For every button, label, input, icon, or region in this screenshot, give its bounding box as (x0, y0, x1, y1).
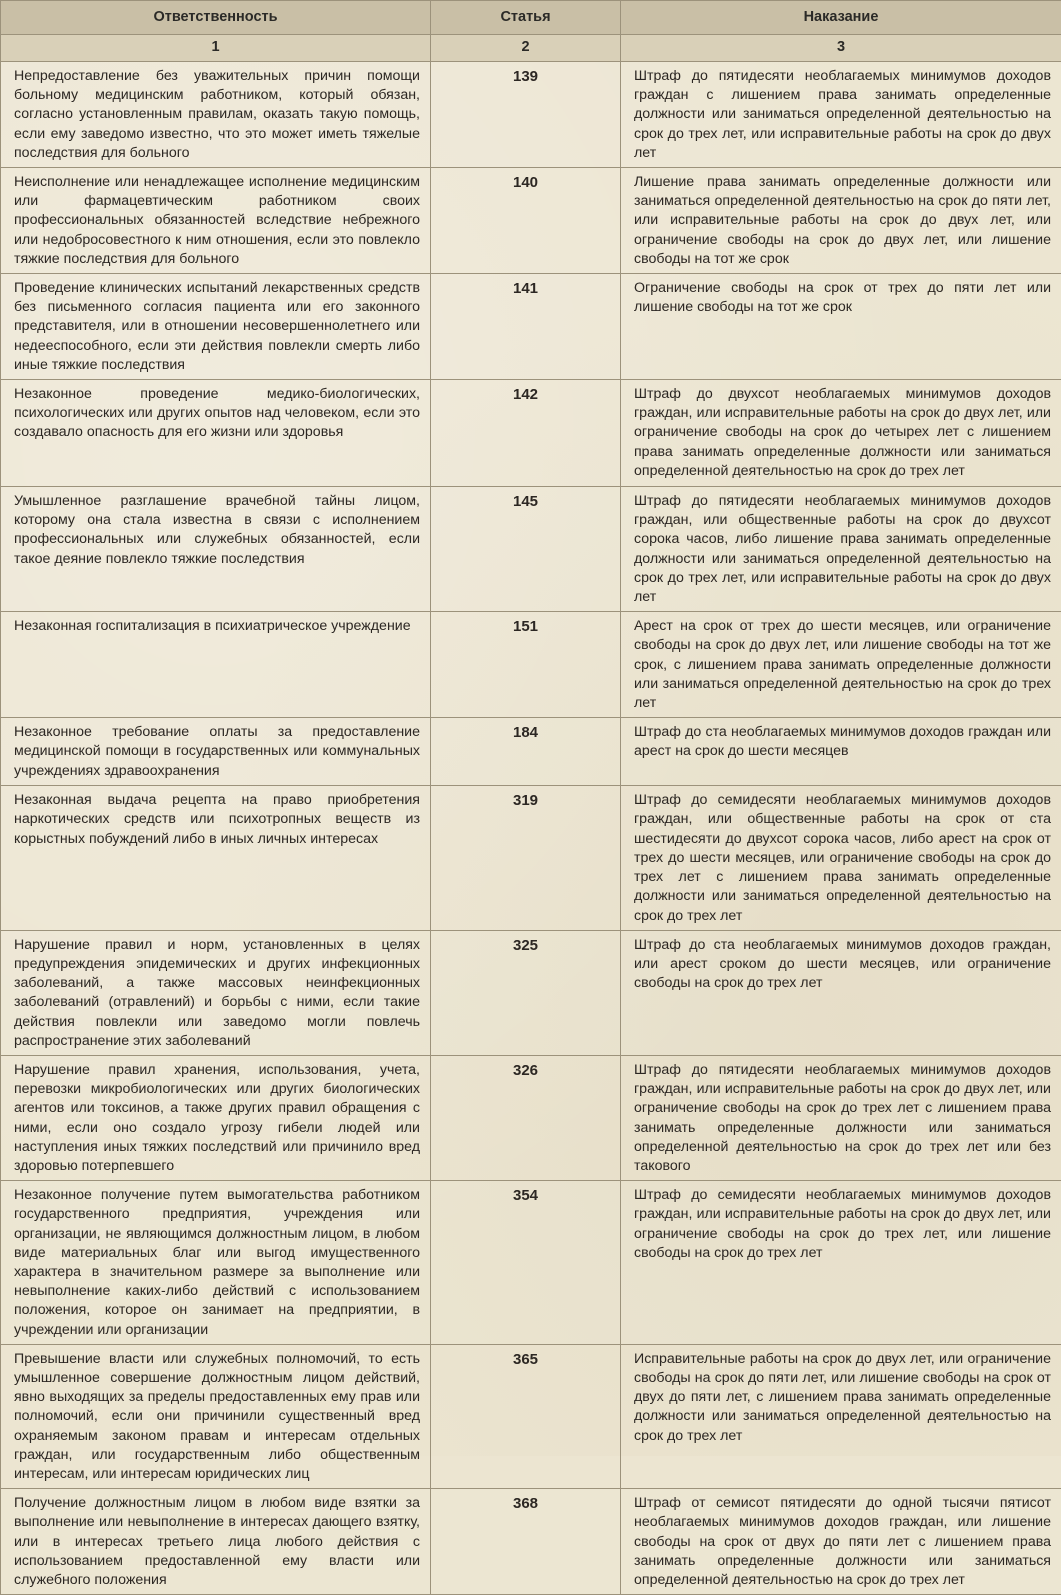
punishment-cell: Штраф от семисот пятидесяти до одной тысячи пятисот необлагаемых минимумов доходов граждан, или лишение свободы на срок от двух до пяти лет с лишением права занимать определенные должности или заниматься определенной деятельностью на срок до трех лет (621, 1489, 1061, 1595)
table-row (1, 380, 1061, 487)
table-row (1, 1055, 1061, 1180)
punishment-cell: Лишение права занимать определенные должности или заниматься определенной деятельностью на срок до пяти лет, или исправительные работы на срок до двух лет, или ограничение свободы на срок до двух лет, или лишение свободы на тот же срок (621, 168, 1061, 274)
column-header-responsibility: Ответственность (1, 1, 431, 35)
header-row (1, 1, 1061, 35)
responsibility-cell: Неисполнение или ненадлежащее исполнение медицинским или фармацевтическим работником своих профессиональных обязанностей вследствие небрежного или недобросовестного к ним отношения, если это повлекло тяжкие последствия для больного (1, 168, 431, 274)
punishment-cell: Штраф до ста необлагаемых минимумов доходов граждан, или арест сроком до шести месяцев, или ограничение свободы на срок до трех лет (621, 930, 1061, 1055)
responsibility-cell: Незаконное получение путем вымогательства работником государственного предприятия, учреждения или организации, не являющимся должностным лицом, в любом виде материальных благ или выгод имущественного характера в значительном размере за выполнение или невыполнение каких-либо действий с использованием положения, которое он занимает на предприятии, в учреждении или организации (1, 1181, 431, 1345)
table-row (1, 168, 1061, 274)
column-header-article: Статья (431, 1, 621, 35)
article-cell: 145 (431, 487, 621, 612)
punishment-cell: Исправительные работы на срок до двух лет, или ограничение свободы на срок до пяти лет, или лишение свободы на срок от двух до пяти лет, с лишением права занимать определенные должности или заниматься определенной деятельностью на срок до трех лет (621, 1344, 1061, 1488)
article-cell: 365 (431, 1344, 621, 1488)
responsibility-cell: Незаконная выдача рецепта на право приобретения наркотических средств или психотропных веществ из корыстных побуждений либо в иных личных интересах (1, 786, 431, 930)
article-cell: 325 (431, 930, 621, 1055)
table-row (1, 786, 1061, 930)
responsibility-cell: Непредоставление без уважительных причин помощи больному медицинским работником, который обязан, согласно установленным правилам, оказать такую помощь, если ему заведомо известно, что это может иметь тяжелые последствия для больного (1, 62, 431, 168)
punishment-cell: Штраф до ста необлагаемых минимумов доходов граждан или арест на срок до шести месяцев (621, 718, 1061, 786)
article-cell: 319 (431, 786, 621, 930)
table-row (1, 930, 1061, 1055)
article-cell: 140 (431, 168, 621, 274)
punishment-cell: Штраф до пятидесяти необлагаемых минимумов доходов граждан с лишением права занимать определенные должности или заниматься определенной деятельностью на срок до трех лет, или исправительные работы на срок до двух лет (621, 62, 1061, 168)
responsibility-cell: Незаконная госпитализация в психиатрическое учреждение (1, 612, 431, 718)
responsibility-cell: Получение должностным лицом в любом виде взятки за выполнение или невыполнение в интересах дающего взятку, или в интересах третьего лица любого действия с использованием предоставленной ему власти или служебного положения (1, 1489, 431, 1595)
responsibility-cell: Нарушение правил и норм, установленных в целях предупреждения эпидемических и других инфекционных заболеваний, а также массовых неинфекционных заболеваний (отравлений) и борьбы с ними, если такие действия повлекли или заведомо могли повлечь распространение этих заболеваний (1, 930, 431, 1055)
article-cell: 142 (431, 380, 621, 487)
table-header (1, 1, 1061, 62)
punishment-cell: Штраф до пятидесяти необлагаемых минимумов доходов граждан, или общественные работы на срок до двухсот сорока часов, либо лишение права занимать определенные должности или заниматься определенной деятельностью на срок до трех лет, или исправительные работы на срок до двух лет (621, 487, 1061, 612)
column-header-punishment: Наказание (621, 1, 1061, 35)
column-number-1: 1 (1, 35, 431, 62)
table-row (1, 1344, 1061, 1488)
article-cell: 151 (431, 612, 621, 718)
table-row (1, 487, 1061, 612)
responsibility-cell: Незаконное проведение медико-биологических, психологических или других опытов над человеком, если это создавало опасность для его жизни или здоровья (1, 380, 431, 487)
responsibility-cell: Умышленное разглашение врачебной тайны лицом, которому она стала известна в связи с исполнением профессиональных или служебных обязанностей, если такое деяние повлекло тяжкие последствия (1, 487, 431, 612)
punishment-cell: Арест на срок от трех до шести месяцев, или ограничение свободы на срок до двух лет, или лишение свободы на тот же срок, с лишением права занимать определенные должности или заниматься определенной деятельностью на срок до трех лет (621, 612, 1061, 718)
article-cell: 326 (431, 1055, 621, 1180)
article-cell: 141 (431, 274, 621, 380)
table-row (1, 718, 1061, 786)
column-number-3: 3 (621, 35, 1061, 62)
article-cell: 139 (431, 62, 621, 168)
punishment-cell: Штраф до двухсот необлагаемых минимумов доходов граждан, или исправительные работы на срок до двух лет, или ограничение свободы на срок до четырех лет с лишением права занимать определенные должности или заниматься определенной деятельностью на срок до трех лет (621, 380, 1061, 487)
responsibility-cell: Незаконное требование оплаты за предоставление медицинской помощи в государственных или коммунальных учреждениях здравоохранения (1, 718, 431, 786)
article-cell: 184 (431, 718, 621, 786)
punishment-cell: Штраф до семидесяти необлагаемых минимумов доходов граждан, или исправительные работы на срок до двух лет, или ограничение свободы на срок до трех лет, или лишение свободы на срок до трех лет (621, 1181, 1061, 1345)
punishment-cell: Штраф до пятидесяти необлагаемых минимумов доходов граждан, или исправительные работы на срок до двух лет, или ограничение свободы на срок до трех лет с лишением права занимать определенные должности или заниматься определенной деятельностью на срок до трех лет или без такового (621, 1055, 1061, 1180)
responsibility-cell: Проведение клинических испытаний лекарственных средств без письменного согласия пациента или его законного представителя, или в отношении несовершеннолетнего или недееспособного, если эти действия повлекли смерть либо иные тяжкие последствия (1, 274, 431, 380)
table-row (1, 612, 1061, 718)
responsibility-cell: Нарушение правил хранения, использования, учета, перевозки микробиологических или других биологических агентов или токсинов, а также других правил обращения с ними, если оно создало угрозу гибели людей или наступления иных тяжких последствий или причинило вред здоровью потерпевшего (1, 1055, 431, 1180)
table-row (1, 1489, 1061, 1595)
column-number-2: 2 (431, 35, 621, 62)
table-row (1, 274, 1061, 380)
responsibility-cell: Превышение власти или служебных полномочий, то есть умышленное совершение должностным лицом действий, явно выходящих за пределы предоставленных ему прав или полномочий, если они причинили существенный вред охраняемым законом правам и интересам отдельных граждан, или государственным либо общественным интересам, или интересам юридических лиц (1, 1344, 431, 1488)
article-cell: 368 (431, 1489, 621, 1595)
table-body (1, 62, 1061, 1595)
table-row (1, 1181, 1061, 1345)
article-cell: 354 (431, 1181, 621, 1345)
punishment-cell: Ограничение свободы на срок от трех до пяти лет или лишение свободы на тот же срок (621, 274, 1061, 380)
table-row (1, 62, 1061, 168)
punishment-cell: Штраф до семидесяти необлагаемых минимумов доходов граждан, или общественные работы на срок от ста шестидесяти до двухсот сорока часов, либо арест на срок от трех до шести месяцев, или ограничение свободы на срок до трех лет с лишением права занимать определенные должности или заниматься определенной деятельностью на срок до трех лет (621, 786, 1061, 930)
column-number-row (1, 35, 1061, 62)
